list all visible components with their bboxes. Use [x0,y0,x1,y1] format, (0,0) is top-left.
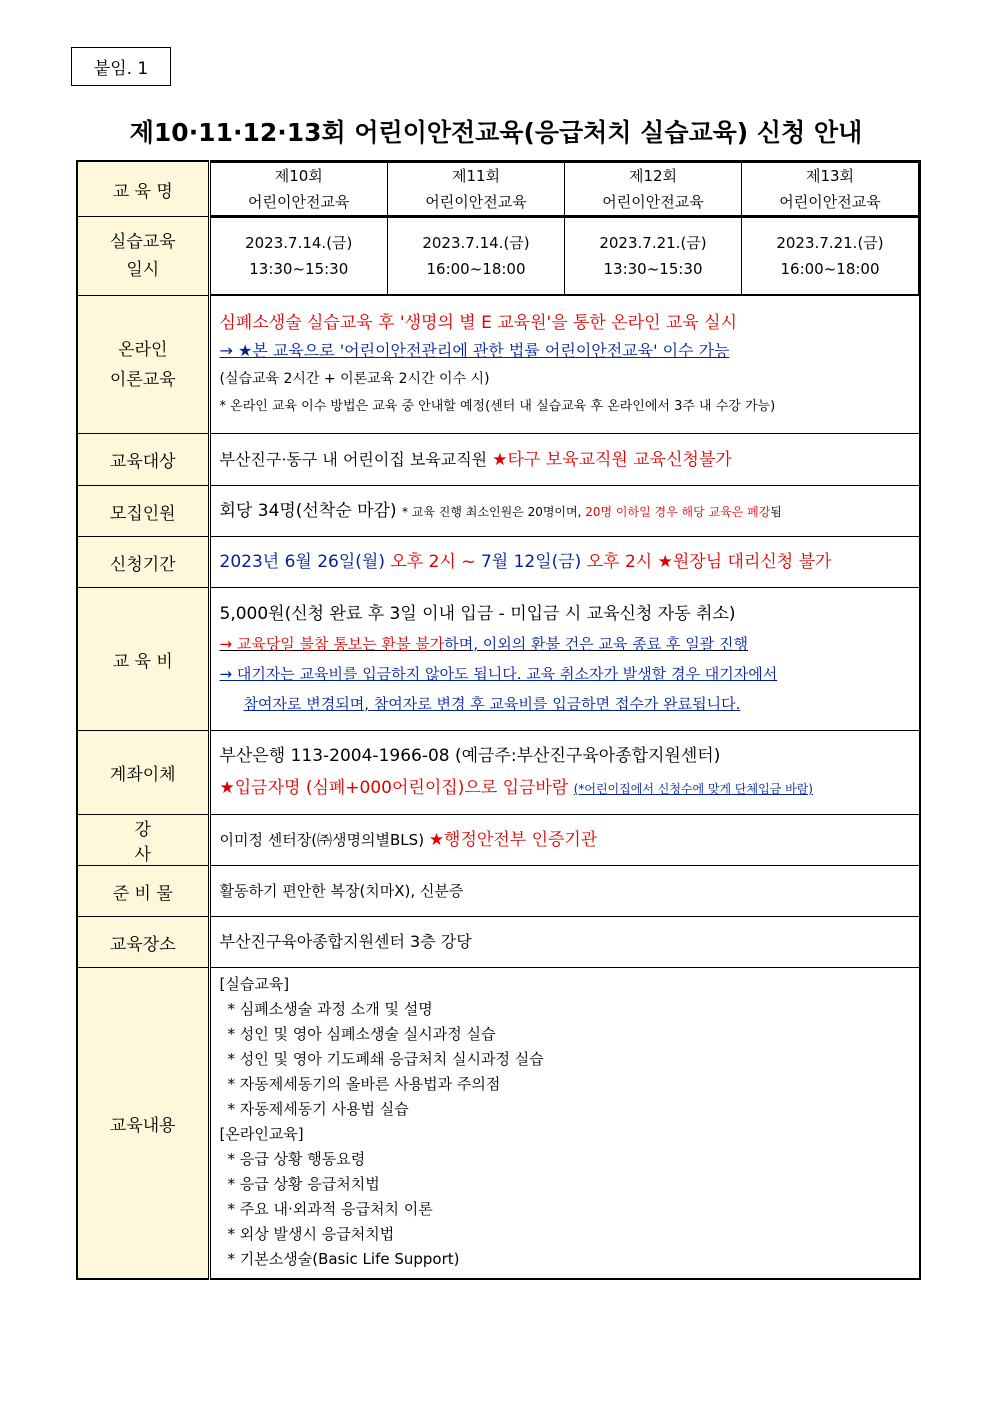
row-contents [77,968,920,1280]
session-date: 2023.7.14.(금) [245,234,353,252]
online-line-3: (실습교육 2시간 + 이론교육 2시간 이수 시) [219,370,490,387]
instructor-name: 이미정 센터장(㈜생명의별BLS) [219,831,429,849]
session-title: 어린이안전교육 [779,193,881,211]
session-title: 어린이안전교육 [425,193,527,211]
session-time: 16:00~18:00 [426,260,526,278]
session-name-cell [211,163,388,216]
contents-item: * 외상 발생시 응급처치법 [227,1225,395,1243]
session-round: 제13회 [805,167,855,185]
label-online-theory: 온라인 이론교육 [77,296,209,434]
label-transfer: 계좌이체 [77,731,209,815]
venue-text: 부산진구육아종합지원센터 3층 강당 [209,917,920,968]
session-round: 제10회 [274,167,323,185]
row-practice-datetime [77,217,920,296]
session-name-cell [742,163,919,216]
session-title: 어린이안전교육 [248,193,350,211]
label-fee: 교 육 비 [77,588,209,731]
session-time: 16:00~18:00 [780,260,880,278]
apply-end-time: 오후 2시 [586,552,658,572]
fee-line-2b: 하며, 이외의 환불 건은 교육 종료 후 일괄 진행 [444,635,749,653]
label-practice-datetime: 실습교육 일시 [77,217,209,296]
online-line-2: → ★본 교육으로 '어린이안전관리에 관한 법률 어린이안전교육' 이수 가능 [219,340,730,360]
contents-item: * 응급 상황 행동요령 [227,1150,366,1168]
contents-online-header: [온라인교육] [219,1125,304,1143]
row-instructor [77,815,920,866]
row-venue [77,917,920,968]
target-warning: ★타구 보육교직원 교육신청불가 [492,449,732,470]
row-prep [77,866,920,917]
fee-line-1: 5,000원(신청 완료 후 3일 이내 입금 - 미입금 시 교육신청 자동 취소) [219,604,736,624]
row-capacity [77,486,920,537]
transfer-account: 부산은행 113-2004-1966-08 (예금주:부산진구육아종합지원센터) [219,746,721,766]
apply-warning: ★원장님 대리신청 불가 [657,552,832,572]
row-apply-period [77,537,920,588]
label-apply-period: 신청기간 [77,537,209,588]
contents-practice-header: [실습교육] [219,975,290,993]
session-title: 어린이안전교육 [602,193,704,211]
contents-item: * 자동제세동기 사용법 실습 [227,1100,409,1118]
fee-line-3: → 대기자는 교육비를 입금하지 않아도 됩니다. 교육 취소자가 발생할 경우 대기자에서 [219,665,778,683]
contents-item: * 자동제세동기의 올바른 사용법과 주의점 [227,1075,501,1093]
session-date-cell [742,218,919,295]
online-line-4: * 온라인 교육 이수 방법은 교육 중 안내할 예정(센터 내 실습교육 후 온라인에서 3주 내 수강 가능) [219,398,776,414]
label-contents: 교육내용 [77,968,209,1280]
row-course-name [77,161,920,217]
apply-end: 7월 12일(금) [480,552,587,572]
target-text: 부산진구·동구 내 어린이집 보육교직원 [219,449,493,469]
capacity-note: * 교육 진행 최소인원은 20명이며, [401,504,586,519]
session-round: 제12회 [628,167,678,185]
label-venue: 교육장소 [77,917,209,968]
session-date-cell [565,218,742,295]
row-fee [77,588,920,731]
session-date-cell [211,218,388,295]
session-name-cell [388,163,565,216]
label-target: 교육대상 [77,434,209,486]
row-target [77,434,920,486]
label-capacity: 모집인원 [77,486,209,537]
contents-item: * 응급 상황 응급처치법 [227,1175,380,1193]
session-date-grid [211,217,920,295]
online-line-1: 심폐소생술 실습교육 후 '생명의 별 E 교육원'을 통한 온라인 교육 실시 [219,312,738,333]
session-name-grid [211,162,920,216]
transfer-depositor: ★입금자명 (심폐+000어린이집)으로 입금바람 [219,778,574,798]
fee-line-2a: → 교육당일 불참 통보는 환불 불가 [219,635,445,653]
session-name-cell [565,163,742,216]
contents-item: * 기본소생술(Basic Life Support) [227,1250,460,1268]
contents-item: * 성인 및 영아 기도폐쇄 응급처치 실시과정 실습 [227,1050,544,1068]
capacity-note-red: 20명 이하일 경우 해당 교육은 폐강 [585,504,771,519]
apply-start: 2023년 6월 26일(월) [219,552,391,572]
session-date: 2023.7.21.(금) [776,234,884,252]
attachment-tag: 붙임. 1 [71,47,171,86]
contents-item: * 주요 내·외과적 응급처치 이론 [227,1200,433,1218]
session-date: 2023.7.14.(금) [422,234,530,252]
apply-start-time: 오후 2시 ~ [390,552,481,572]
session-date-cell [388,218,565,295]
instructor-cert: ★행정안전부 인증기관 [428,830,598,850]
session-time: 13:30~15:30 [603,260,703,278]
capacity-main: 회당 34명(선착순 마감) [219,500,402,521]
session-round: 제11회 [451,167,501,185]
info-table [76,160,921,1280]
label-instructor: 강 사 [77,815,209,866]
prep-text: 활동하기 편안한 복장(치마X), 신분증 [209,866,920,917]
capacity-note-end: 됨 [770,504,782,519]
label-prep: 준 비 물 [77,866,209,917]
transfer-note: (*어린이집에서 신청수에 맞게 단체입금 바람) [573,782,813,796]
page-title: 제10·11·12·13회 어린이안전교육(응급처치 실습교육) 신청 안내 [129,118,863,147]
contents-item: * 심폐소생술 과정 소개 및 설명 [227,1000,433,1018]
session-date: 2023.7.21.(금) [599,234,707,252]
label-course-name: 교 육 명 [77,161,209,217]
row-online-theory [77,296,920,434]
row-transfer [77,731,920,815]
contents-item: * 성인 및 영아 심폐소생술 실시과정 실습 [227,1025,496,1043]
fee-line-4: 참여자로 변경되며, 참여자로 변경 후 교육비를 입금하면 접수가 완료됩니다. [243,695,741,713]
session-time: 13:30~15:30 [249,260,349,278]
